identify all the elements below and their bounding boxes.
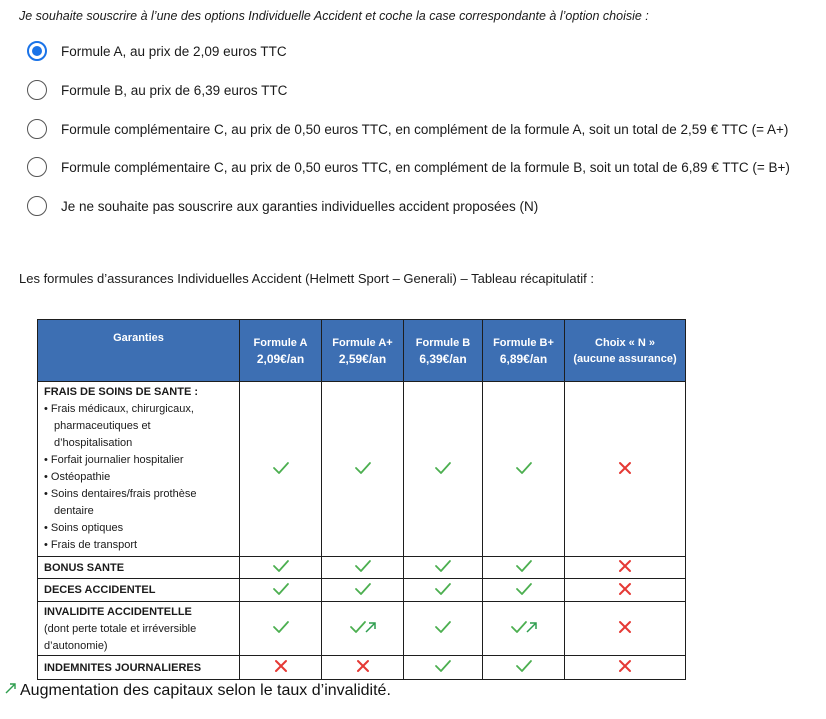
row-title: INVALIDITE ACCIDENTELLE [44,606,192,618]
check-icon [272,461,290,478]
check-icon [515,659,533,676]
header-formule-a-plus-price: 2,59€/an [338,351,387,366]
table-row-frais [38,382,686,557]
footnote-text: Augmentation des capitaux selon le taux d’invalidité. [20,682,391,699]
header-formule-a-plus [322,320,404,382]
row-label-invalidite [38,602,240,656]
list-item: • Soins dentaires/frais prothèse [44,488,197,500]
header-formule-b-price: 6,39€/an [419,351,467,366]
table-row-bonus [38,557,686,579]
intro-text: Je souhaite souscrire à l’une des options Individuelle Accident et coche la case correspondante à l’option choisie : [19,9,649,23]
option-label: Je ne souhaite pas souscrire aux garanties individuelles accident proposées (N) [61,198,539,214]
mark-cell [322,382,404,557]
list-item: • Forfait journalier hospitalier [44,454,184,466]
radio-no-insurance[interactable] [27,196,47,216]
arrow-up-right-icon [4,681,18,700]
list-item: pharmaceutiques et [54,420,151,432]
arrow-up-right-icon [525,621,538,637]
mark-cell [240,382,322,557]
check-icon [272,620,290,637]
table-row-indemnites [38,656,686,680]
cross-icon [618,461,632,478]
header-choix-n-detail: (aucune assurance) [573,352,677,365]
row-detail: (dont perte totale et irréversible [44,623,197,635]
option-label: Formule complémentaire C, au prix de 0,50 euros TTC, en complément de la formule B, soit un total de 6,89 € TTC (= B+) [61,159,790,175]
option-formule-a-plus[interactable] [27,116,788,142]
check-icon [434,659,452,676]
check-icon [434,620,452,637]
header-choix-n [565,320,686,382]
cross-icon [618,582,632,599]
table-header-row [38,320,686,382]
mark-cell [565,557,686,579]
option-label: Formule complémentaire C, au prix de 0,50 euros TTC, en complément de la formule A, soit un total de 2,59 € TTC (= A+) [61,121,789,137]
option-label: Formule A, au prix de 2,09 euros TTC [61,43,287,59]
mark-cell [404,579,483,602]
mark-cell [322,557,404,579]
mark-cell [483,557,565,579]
check-icon [272,582,290,599]
check-icon [515,559,533,576]
mark-cell [240,602,322,656]
list-item: • Frais médicaux, chirurgicaux, [44,403,194,415]
row-title: FRAIS DE SOINS DE SANTE : [44,386,199,398]
row-title: INDEMNITES JOURNALIERES [44,661,202,674]
header-formule-b-name: Formule B [415,336,471,349]
cross-icon [356,659,370,676]
row-detail: d’autonomie) [44,640,108,652]
cross-icon [618,620,632,637]
mark-cell [322,579,404,602]
check-icon [434,461,452,478]
mark-cell [483,656,565,680]
list-item: • Ostéopathie [44,471,111,483]
option-formule-a[interactable] [27,38,287,64]
mark-cell [404,557,483,579]
mark-cell [240,579,322,602]
header-choix-n-name: Choix « N » [595,336,655,349]
mark-cell [483,602,565,656]
check-icon [515,582,533,599]
mark-cell [565,382,686,557]
option-formule-b[interactable] [27,77,287,103]
row-title: BONUS SANTE [44,561,125,574]
check-icon [354,461,372,478]
check-icon [434,559,452,576]
table-row-invalidite [38,602,686,656]
option-no-insurance[interactable] [27,193,538,219]
mark-cell [322,602,404,656]
footnote [4,681,391,700]
list-item: • Soins optiques [44,522,124,534]
mark-cell [240,557,322,579]
row-label-frais [38,382,240,557]
list-item: dentaire [54,505,94,517]
row-label-deces [38,579,240,602]
option-formule-b-plus[interactable] [27,154,790,180]
header-garanties [38,320,240,382]
mark-cell [483,382,565,557]
check-icon [515,461,533,478]
list-item: • Frais de transport [44,539,138,551]
mark-cell [565,602,686,656]
recap-table [37,319,686,680]
header-formule-b-plus [483,320,565,382]
mark-cell [404,656,483,680]
arrow-up-right-icon [364,621,377,637]
radio-formule-a-plus[interactable] [27,119,47,139]
mark-cell [404,382,483,557]
list-item: d’hospitalisation [54,437,133,449]
radio-formule-b-plus[interactable] [27,157,47,177]
mark-cell [240,656,322,680]
header-formule-b [404,320,483,382]
cross-icon [618,659,632,676]
check-icon [354,582,372,599]
cross-icon [618,559,632,576]
check-icon [434,582,452,599]
cross-icon [274,659,288,676]
check-icon [272,559,290,576]
mark-cell [565,656,686,680]
mark-cell [483,579,565,602]
radio-formule-a[interactable] [27,41,47,61]
table-row-deces [38,579,686,602]
check-icon [354,559,372,576]
header-formule-a-price: 2,09€/an [256,351,305,366]
mark-cell [404,602,483,656]
mark-cell [322,656,404,680]
row-title: DECES ACCIDENTEL [44,584,156,596]
row-label-indemnites [38,656,240,680]
header-formule-a-plus-name: Formule A+ [332,336,393,349]
header-formule-a [240,320,322,382]
table-subtitle: Les formules d’assurances Individuelles Accident (Helmett Sport – Generali) – Tableau récapitulatif : [19,271,594,286]
header-formule-b-plus-name: Formule B+ [493,336,554,349]
header-formule-a-name: Formule A [253,336,308,349]
option-label: Formule B, au prix de 6,39 euros TTC [61,82,288,98]
row-label-bonus [38,557,240,579]
mark-cell [565,579,686,602]
radio-formule-b[interactable] [27,80,47,100]
header-garanties-label: Garanties [113,332,164,344]
header-formule-b-plus-price: 6,89€/an [499,351,548,366]
